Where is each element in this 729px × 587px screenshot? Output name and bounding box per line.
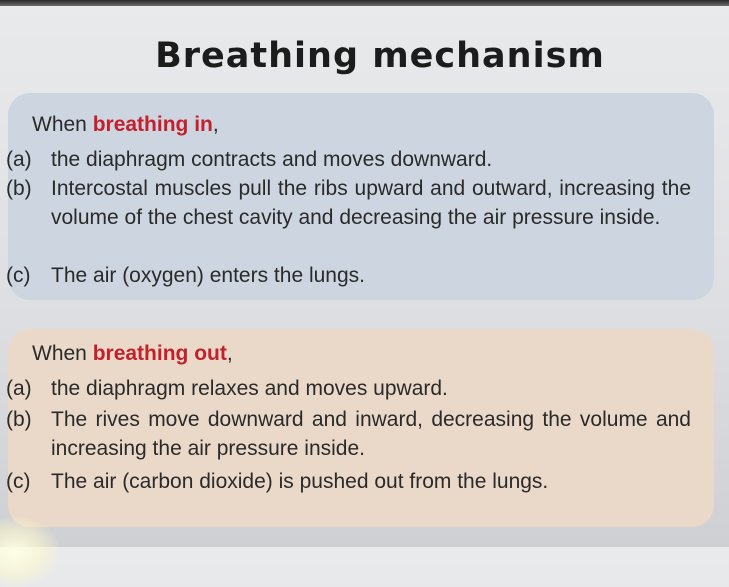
breathing-in-step-c xyxy=(6,261,691,290)
step-text: Intercostal muscles pull the ribs upward and outward, increasing the volume of the chest cavity and decreasing the air pressure inside. xyxy=(51,177,691,229)
step-text: the diaphragm relaxes and moves upward. xyxy=(51,377,448,400)
step-marker: (b) xyxy=(6,177,32,200)
step-text: The air (carbon dioxide) is pushed out from the lungs. xyxy=(51,470,549,493)
intro-suffix: , xyxy=(212,113,219,136)
breathing-out-step-c xyxy=(6,467,691,496)
breathing-in-highlight: breathing in xyxy=(92,113,213,136)
breathing-in-intro xyxy=(32,113,219,137)
step-text: the diaphragm contracts and moves downward. xyxy=(51,148,493,171)
slide xyxy=(0,6,729,547)
intro-prefix: When xyxy=(32,342,93,365)
step-marker: (a) xyxy=(6,148,32,171)
step-text: The rives move downward and inward, decreasing the volume and increasing the air pressure inside. xyxy=(51,408,691,460)
breathing-in-step-a xyxy=(6,145,691,174)
breathing-out-highlight: breathing out xyxy=(92,342,227,365)
intro-suffix: , xyxy=(226,342,233,365)
breathing-out-intro xyxy=(32,342,233,366)
step-marker: (a) xyxy=(6,377,32,400)
step-text: The air (oxygen) enters the lungs. xyxy=(51,264,365,287)
step-marker: (c) xyxy=(6,264,31,287)
step-marker: (b) xyxy=(6,408,32,431)
step-marker: (c) xyxy=(6,470,31,493)
intro-prefix: When xyxy=(32,113,93,136)
breathing-out-step-a xyxy=(6,374,691,403)
breathing-in-step-b xyxy=(6,174,691,232)
slide-title: Breathing mechanism xyxy=(155,36,605,76)
breathing-out-step-b xyxy=(6,405,691,463)
